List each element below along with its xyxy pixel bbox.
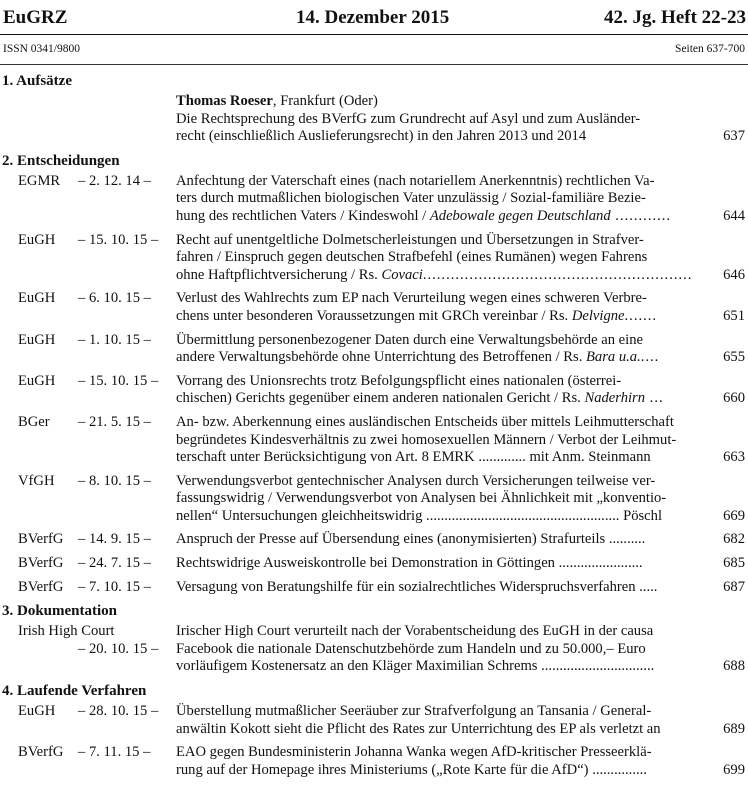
entry-line: Facebook die nationale Datenschutzbehörde zum Handeln und zu 50.000,– Euro bbox=[176, 640, 646, 657]
page-number: 651 bbox=[723, 307, 745, 324]
decision-date: – 7. 10. 15 – bbox=[78, 578, 151, 595]
decision-date: – 20. 10. 15 – bbox=[78, 640, 159, 657]
entry-line: Überstellung mutmaßlicher Seeräuber zur Strafverfolgung an Tansania / General- bbox=[176, 703, 652, 720]
entry-description bbox=[176, 703, 688, 738]
page-number: 646 bbox=[723, 266, 745, 283]
toc-entry bbox=[0, 531, 748, 549]
decision-date: – 2. 12. 14 – bbox=[78, 172, 151, 189]
decision-date: – 8. 10. 15 – bbox=[78, 472, 151, 489]
page-number: 689 bbox=[723, 720, 745, 737]
entry-description bbox=[176, 173, 688, 226]
issue-number: 42. Jg. Heft 22-23 bbox=[604, 7, 746, 28]
court-name: BVerfG bbox=[18, 744, 64, 761]
entry-description bbox=[176, 579, 688, 597]
decision-date: – 7. 11. 15 – bbox=[78, 744, 151, 761]
court-name: BGer bbox=[18, 413, 50, 430]
court-name: EuGH bbox=[18, 290, 56, 307]
entry-description bbox=[176, 744, 688, 779]
entry-description bbox=[176, 531, 688, 549]
entry-line: andere Verwaltungsbehörde ohne Unterrichtung des Betroffenen / Rs. Bara u.a..... bbox=[176, 349, 660, 366]
leader-dots: .......................................................... bbox=[422, 266, 693, 283]
case-name: Covaci bbox=[381, 266, 423, 283]
page-number: 699 bbox=[723, 761, 745, 778]
decision-date: – 15. 10. 15 – bbox=[78, 231, 159, 248]
masthead-rule bbox=[0, 34, 748, 35]
case-name: Naderhirn bbox=[584, 390, 646, 407]
entry-line: Versagung von Beratungshilfe für ein sozialrechtliches Widerspruchsverfahren ..... bbox=[176, 578, 658, 595]
toc-entry bbox=[0, 332, 748, 367]
decision-date: – 1. 10. 15 – bbox=[78, 331, 151, 348]
entry-description bbox=[176, 555, 688, 573]
leader-dots: .... bbox=[640, 349, 660, 366]
page-number: 669 bbox=[723, 507, 745, 524]
entry-line: Verlust des Wahlrechts zum EP nach Verurteilung wegen eines schweren Verbre- bbox=[176, 290, 647, 307]
entry-line: nellen“ Untersuchungen gleichheitswidrig ..................................................... Pöschl bbox=[176, 507, 662, 524]
toc-entry bbox=[0, 579, 748, 597]
section-heading: 3. Dokumentation bbox=[2, 603, 118, 620]
page-range: Seiten 637-700 bbox=[675, 43, 745, 55]
leader-dots: ....... bbox=[624, 307, 658, 324]
entry-line: fassungswidrig / Verwendungsverbot von Analysen bei Ähnlichkeit mit „konventio- bbox=[176, 490, 667, 507]
page-number: 688 bbox=[723, 658, 745, 675]
entry-line: An- bzw. Aberkennung eines ausländischen Entscheids über mittels Leihmutterschaft bbox=[176, 413, 674, 430]
toc-entry bbox=[0, 290, 748, 325]
toc-entry bbox=[0, 173, 748, 226]
entry-line: Rechtswidrige Ausweiskontrolle bei Demonstration in Göttingen ....................... bbox=[176, 555, 643, 572]
table-of-contents bbox=[0, 72, 748, 785]
toc-entry bbox=[0, 744, 748, 779]
entry-line: ters durch mutmaßlichen biologischen Vater unzulässig / Sozial-familiäre Bezie- bbox=[176, 190, 646, 207]
entry-line: terschaft unter Berücksichtigung von Art. 8 EMRK ............. mit Anm. Steinmann bbox=[176, 449, 651, 466]
decision-date: – 6. 10. 15 – bbox=[78, 290, 151, 307]
entry-line: EAO gegen Bundesministerin Johanna Wanka wegen AfD-kritischer Presseerklä- bbox=[176, 744, 652, 761]
entry-line: begründetes Kindesverhältnis zu zwei homosexuellen Männern / Verbot der Leihmut- bbox=[176, 431, 677, 448]
court-name: VfGH bbox=[18, 472, 55, 489]
entry-line: Vorrang des Unionsrechts trotz Befolgungspflicht eines nationalen (österrei- bbox=[176, 372, 622, 389]
page-number: 644 bbox=[723, 207, 745, 224]
toc-entry bbox=[0, 703, 748, 738]
court-name: BVerfG bbox=[18, 578, 64, 595]
court-name: EuGH bbox=[18, 372, 56, 389]
page-number: 663 bbox=[723, 449, 745, 466]
court-name: EuGH bbox=[18, 231, 56, 248]
toc-entry bbox=[0, 473, 748, 526]
entry-description bbox=[176, 290, 688, 325]
entry-description bbox=[176, 93, 688, 146]
toc-entry bbox=[0, 414, 748, 467]
journal-title: EuGRZ bbox=[3, 7, 68, 28]
toc-entry bbox=[0, 373, 748, 408]
entry-line: chens unter besonderen Voraussetzungen mit GRCh vereinbar / Rs. Delvigne....... bbox=[176, 307, 658, 324]
entry-line: Übermittlung personenbezogener Daten durch eine Verwaltungsbehörde an eine bbox=[176, 331, 643, 348]
author-name: Thomas Roeser bbox=[176, 93, 273, 109]
entry-line: Die Rechtsprechung des BVerfG zum Grundrecht auf Asyl und zum Ausländer- bbox=[176, 110, 641, 127]
annotation-note: Pöschl bbox=[623, 507, 662, 524]
toc-entry bbox=[0, 93, 748, 146]
author-line bbox=[176, 93, 688, 111]
court-name: BVerfG bbox=[18, 531, 64, 548]
entry-line: fahren / Einspruch gegen deutschen Strafbefehl (eines Rumänen) wegen Fahrens bbox=[176, 249, 648, 266]
subheader-rule bbox=[0, 64, 748, 65]
entry-line: anwältin Kokott sieht die Pflicht des Rates zur Unterrichtung des EP als verletzt an bbox=[176, 720, 661, 737]
masthead bbox=[0, 6, 748, 30]
entry-description bbox=[176, 473, 688, 526]
page-number: 637 bbox=[723, 128, 745, 145]
toc-entry bbox=[0, 623, 748, 676]
entry-description bbox=[176, 332, 688, 367]
entry-line: vorläufigem Kostenersatz an den Kläger Maximilian Schrems ............................... bbox=[176, 658, 655, 675]
entry-line: Anspruch der Presse auf Übersendung eines (anonymisierten) Strafurteils .......... bbox=[176, 531, 646, 548]
entry-line: chischen) Gerichts gegenüber einem anderen nationalen Gericht / Rs. Naderhirn ... bbox=[176, 390, 664, 407]
entry-line: Irischer High Court verurteilt nach der Vorabentscheidung des EuGH in der causa bbox=[176, 623, 654, 640]
toc-entry bbox=[0, 232, 748, 285]
entry-line: Recht auf unentgeltliche Dolmetscherleistungen und Übersetzungen in Strafver- bbox=[176, 231, 644, 248]
case-name: Bara u.a. bbox=[586, 349, 641, 366]
entry-description bbox=[176, 373, 688, 408]
court-name: EuGH bbox=[18, 703, 56, 720]
decision-date: – 14. 9. 15 – bbox=[78, 531, 151, 548]
court-name: BVerfG bbox=[18, 555, 64, 572]
issn: ISSN 0341/9800 bbox=[3, 43, 80, 55]
page-number: 687 bbox=[723, 578, 745, 595]
entry-line: Verwendungsverbot gentechnischer Analysen durch Versicherungen teilweise ver- bbox=[176, 472, 656, 489]
section-heading: 1. Aufsätze bbox=[2, 73, 72, 89]
decision-date: – 28. 10. 15 – bbox=[78, 703, 159, 720]
entry-line: recht (einschließlich Auslieferungsrecht) in den Jahren 2013 und 2014 bbox=[176, 128, 587, 145]
entry-description bbox=[176, 623, 688, 676]
entry-description bbox=[176, 231, 693, 285]
decision-date: – 21. 5. 15 – bbox=[78, 413, 151, 430]
page-number: 682 bbox=[723, 531, 745, 548]
toc-entry bbox=[0, 555, 748, 573]
court-name: Irish High Court bbox=[18, 623, 115, 640]
issue-date: 14. Dezember 2015 bbox=[296, 7, 450, 28]
court-name: EGMR bbox=[18, 172, 61, 189]
entry-line: ohne Haftpflichtversicherung / Rs. Covaci.......................................................... bbox=[176, 266, 693, 283]
leader-dots: ............ bbox=[610, 207, 672, 224]
leader-dots: ... bbox=[645, 390, 664, 407]
decision-date: – 24. 7. 15 – bbox=[78, 555, 151, 572]
decision-date: – 15. 10. 15 – bbox=[78, 372, 159, 389]
entry-line: hung des rechtlichen Vaters / Kindeswohl / Adebowale gegen Deutschland ............ bbox=[176, 207, 672, 224]
section-heading: 4. Laufende Verfahren bbox=[2, 683, 147, 700]
section-heading: 2. Entscheidungen bbox=[2, 152, 120, 169]
entry-line: rung auf der Homepage ihres Ministeriums („Rote Karte für die AfD“) ............... bbox=[176, 761, 647, 778]
case-name: Delvigne bbox=[571, 307, 625, 324]
entry-description bbox=[176, 414, 688, 467]
court-name: EuGH bbox=[18, 331, 56, 348]
case-name: Adebowale gegen Deutschland bbox=[429, 207, 611, 224]
page-number: 685 bbox=[723, 555, 745, 572]
page-number: 660 bbox=[723, 390, 745, 407]
entry-line: Anfechtung der Vaterschaft eines (nach notariellem Anerkenntnis) rechtlichen Va- bbox=[176, 172, 655, 189]
page-number: 655 bbox=[723, 349, 745, 366]
annotation-note: mit Anm. Steinmann bbox=[529, 449, 651, 466]
author-place: , Frankfurt (Oder) bbox=[272, 93, 378, 109]
